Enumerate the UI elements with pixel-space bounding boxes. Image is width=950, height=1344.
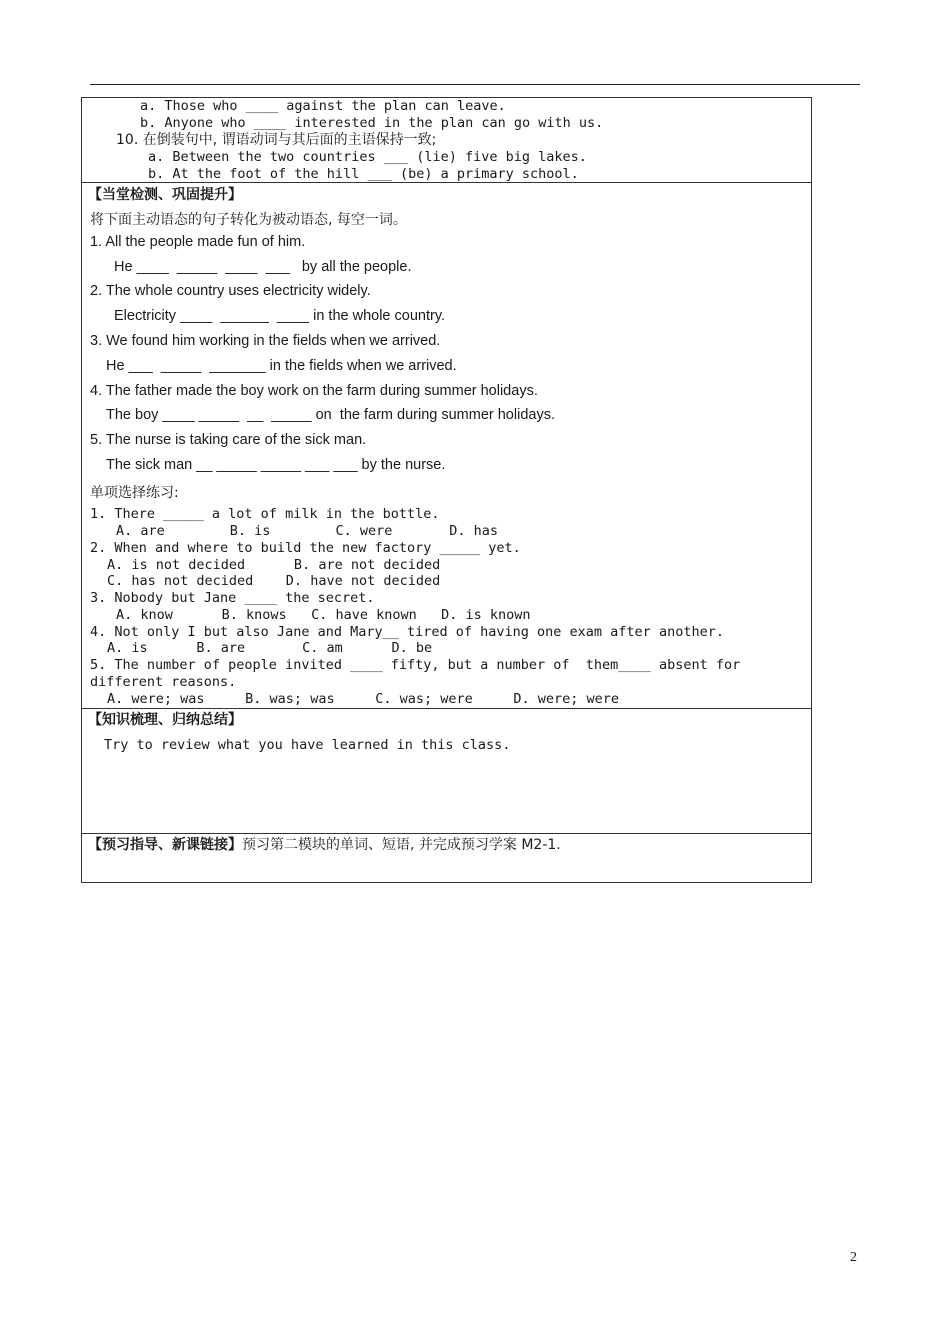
row-divider (82, 708, 811, 709)
choice-options-2a: A. is not decided B. are not decided (107, 557, 441, 573)
check-answer-4: The boy ____ _____ __ _____ on the farm during summer holidays. (106, 407, 555, 423)
check-question-5: 5. The nurse is taking care of the sick man. (90, 432, 367, 448)
check-answer-2: Electricity ____ ______ ____ in the whole country. (114, 308, 446, 324)
choice-options-5: A. were; was B. was; was C. was; were D. were; were (107, 691, 620, 707)
choice-question-4: 4. Not only I but also Jane and Mary__ tired of having one exam after another. (90, 624, 724, 640)
rule-example-a: a. Those who ____ against the plan can leave. (140, 98, 506, 114)
header-rule (90, 84, 860, 85)
page-number: 2 (850, 1250, 857, 1265)
choice-options-3: A. know B. knows C. have known D. is known (116, 607, 531, 623)
choice-question-5: 5. The number of people invited ____ fifty, but a number of them____ absent for (90, 657, 741, 673)
choice-options-2b: C. has not decided D. have not decided (107, 573, 441, 589)
preview-line (88, 838, 561, 852)
choice-heading: 单项选择练习: (90, 485, 179, 501)
choice-question-5-cont: different reasons. (90, 674, 237, 690)
row-divider (82, 182, 811, 183)
choice-question-1: 1. There _____ a lot of milk in the bottle. (90, 506, 440, 522)
check-answer-3: He ___ _____ _______ in the fields when we arrived. (106, 358, 457, 374)
check-question-2: 2. The whole country uses electricity widely. (90, 283, 371, 299)
summary-heading: 【知识梳理、归纳总结】 (88, 712, 242, 728)
check-question-4: 4. The father made the boy work on the farm during summer holidays. (90, 383, 538, 399)
rule-10-example-a: a. Between the two countries ___ (lie) five big lakes. (148, 149, 587, 165)
check-heading: 【当堂检测、巩固提升】 (88, 187, 242, 203)
rule-10-text: 10. 在倒装句中, 谓语动词与其后面的主语保持一致; (116, 132, 437, 148)
choice-question-2: 2. When and where to build the new factory _____ yet. (90, 540, 521, 556)
check-answer-1: He ____ _____ ____ ___ by all the people. (114, 259, 412, 275)
check-instruction: 将下面主动语态的句子转化为被动语态, 每空一词。 (90, 212, 407, 228)
rule-example-b: b. Anyone who ____ interested in the plan can go with us. (140, 115, 604, 131)
summary-text: Try to review what you have learned in this class. (104, 737, 511, 753)
choice-options-4: A. is B. are C. am D. be (107, 640, 433, 656)
choice-question-3: 3. Nobody but Jane ____ the secret. (90, 590, 375, 606)
rule-10-example-b: b. At the foot of the hill ___ (be) a primary school. (148, 166, 579, 182)
check-answer-5: The sick man __ _____ _____ ___ ___ by the nurse. (106, 457, 446, 473)
check-question-1: 1. All the people made fun of him. (90, 234, 306, 250)
row-divider (82, 833, 811, 834)
check-question-3: 3. We found him working in the fields when we arrived. (90, 333, 441, 349)
preview-text: 预习第二模块的单词、短语, 并完成预习学案 M2-1. (242, 837, 561, 853)
preview-heading: 【预习指导、新课链接】 (88, 837, 242, 853)
choice-options-1: A. are B. is C. were D. has (116, 523, 499, 539)
